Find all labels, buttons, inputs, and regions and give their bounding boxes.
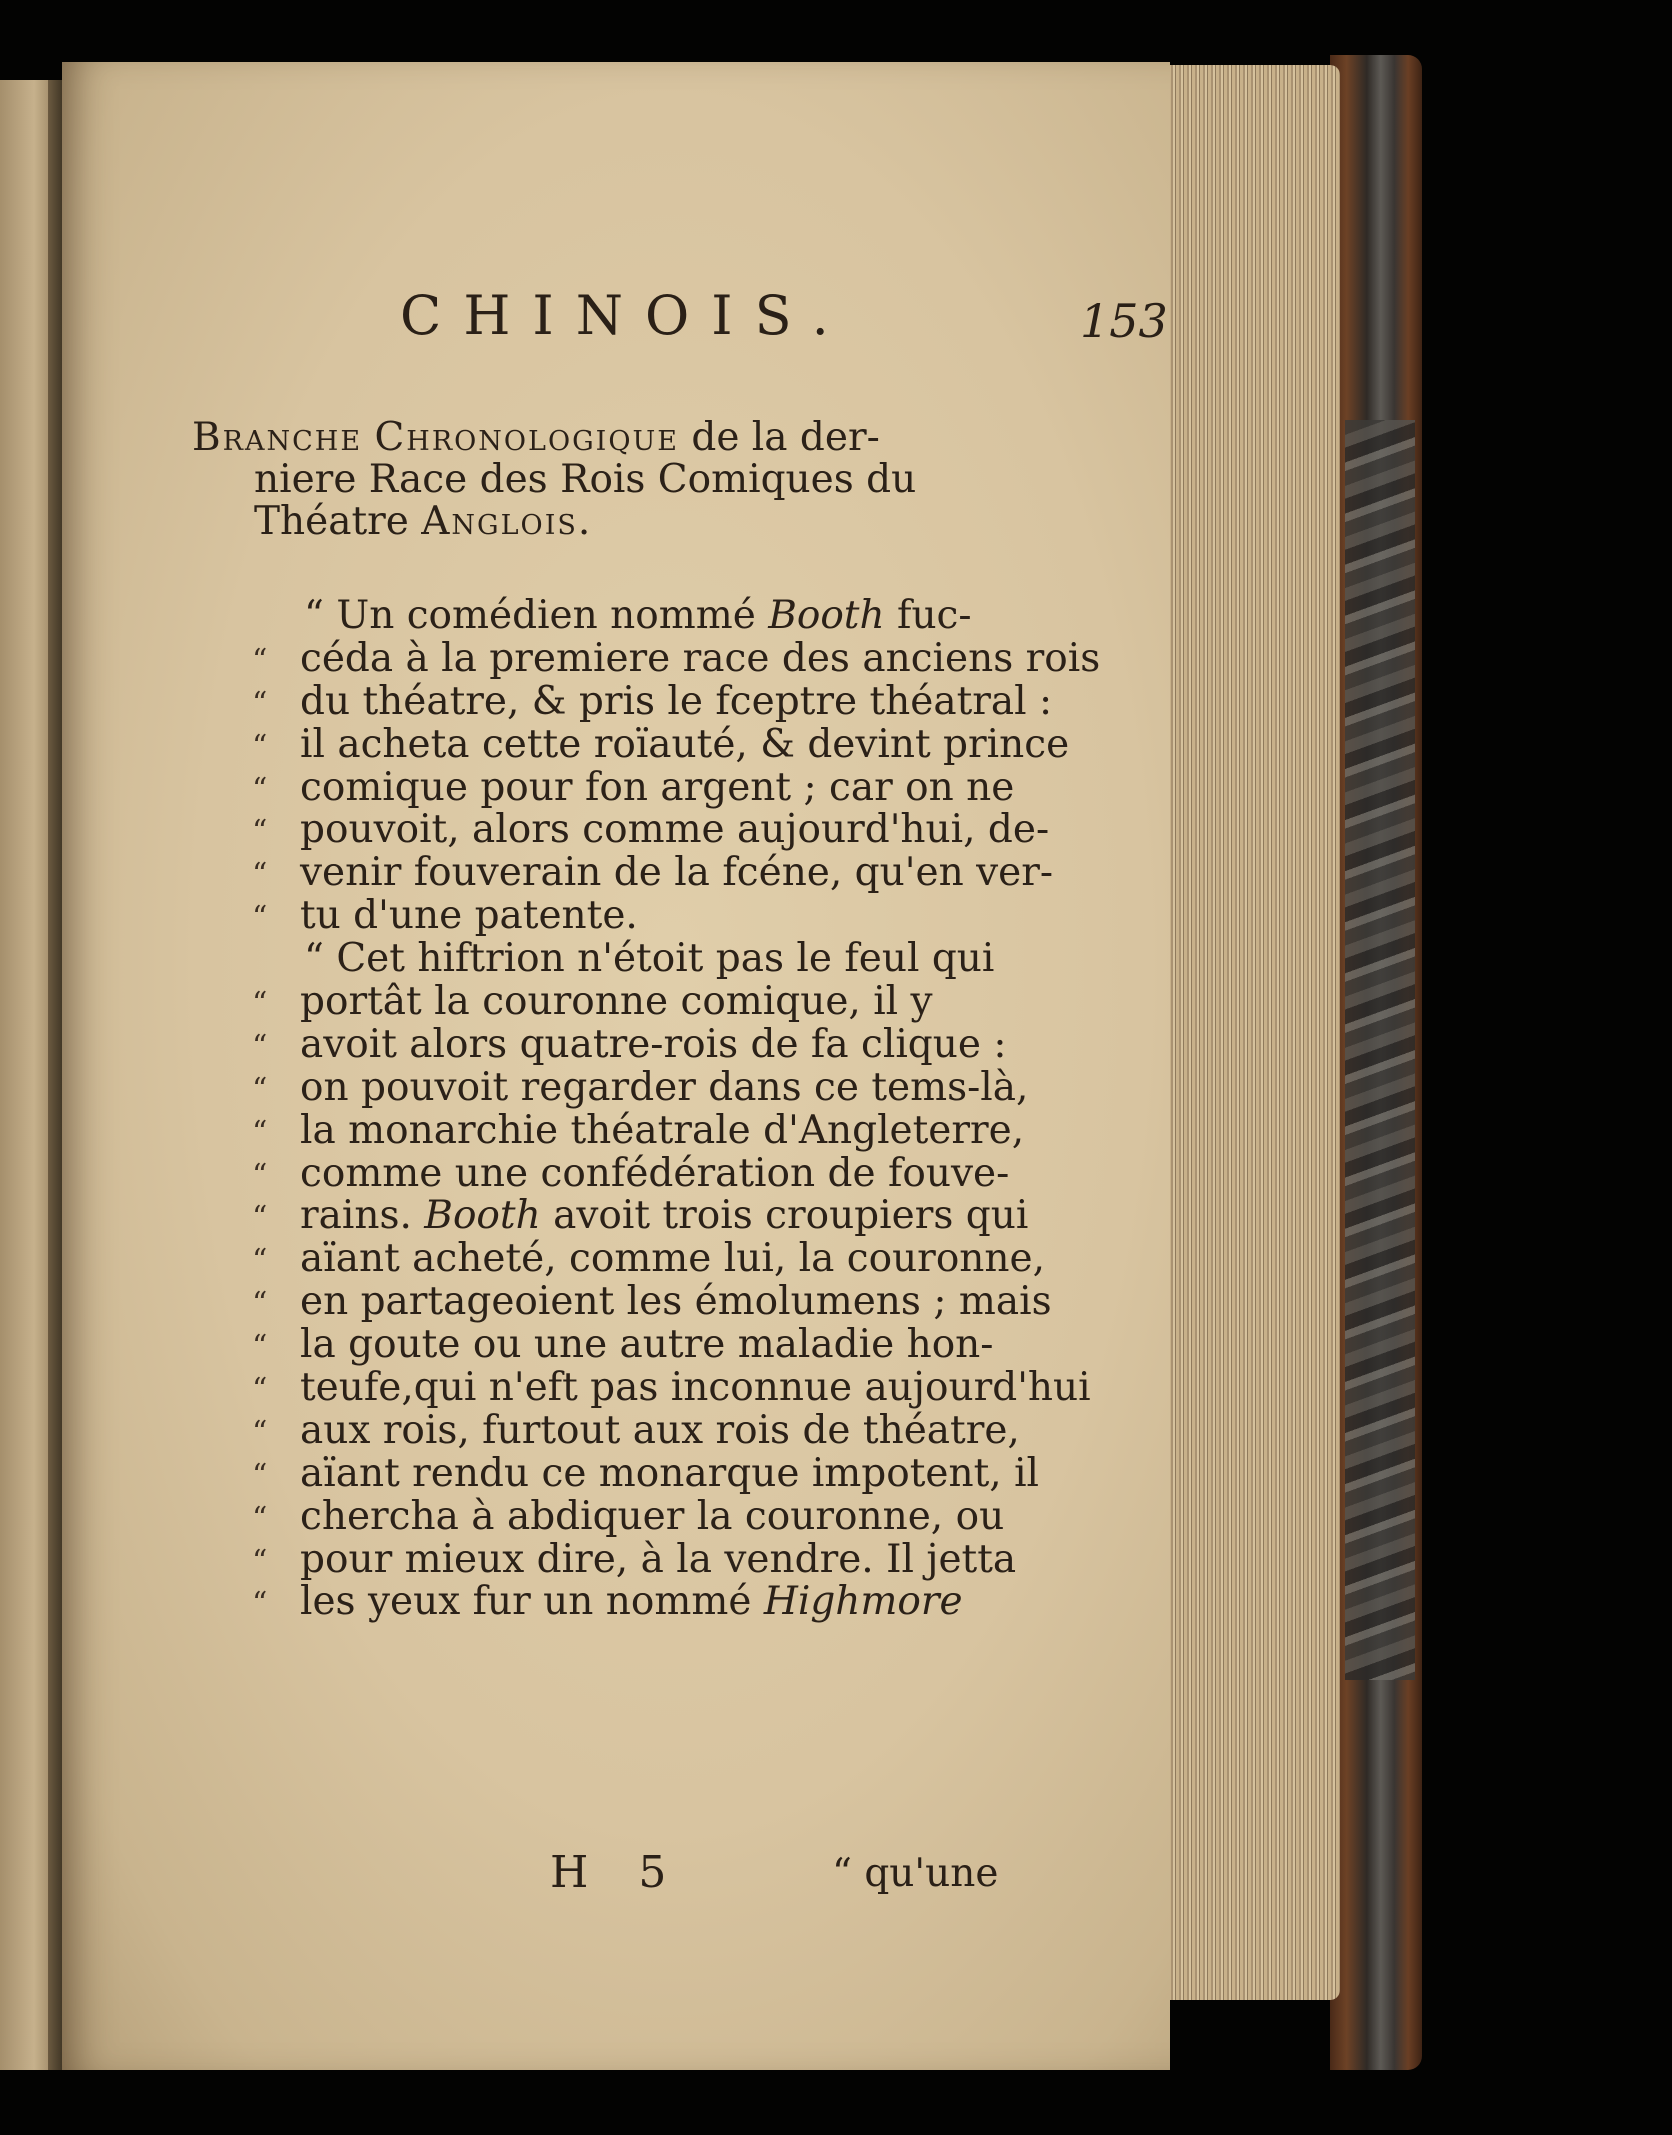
line-text: la monarchie théatrale d'Angleterre, — [300, 1107, 1025, 1153]
line-text: aïant rendu ce monarque impotent, il — [300, 1450, 1040, 1496]
line-text: la goute ou une autre maladie hon- — [300, 1322, 994, 1368]
quote-mark: “ — [252, 1500, 268, 1536]
running-header — [62, 284, 1170, 354]
heading-word: Branche — [192, 415, 363, 460]
text-line — [192, 1021, 1082, 1067]
line-text: avoit trois croupiers qui — [540, 1193, 1029, 1239]
line-text: avoit alors quatre-rois de fa clique : — [300, 1021, 1007, 1067]
text-line — [192, 1450, 1082, 1496]
line-text: venir fouverain de la fcéne, qu'en ver- — [300, 850, 1054, 896]
heading-line-3 — [192, 501, 1082, 543]
quote-mark: “ — [252, 1157, 268, 1193]
line-text: aux rois, furtout aux rois de théatre, — [300, 1407, 1020, 1453]
heading-text: Théatre — [254, 499, 409, 544]
text-line — [192, 1407, 1082, 1453]
line-text: on pouvoit regarder dans ce tems-là, — [300, 1064, 1029, 1110]
page-number: 153 — [1080, 294, 1168, 348]
quote-mark: “ — [252, 728, 268, 764]
text-line — [192, 1536, 1082, 1582]
text-line — [192, 1150, 1082, 1196]
text-line — [192, 981, 1082, 1024]
text-line — [192, 895, 1082, 938]
italic-name: Booth — [768, 593, 885, 638]
text-line — [192, 1107, 1082, 1153]
line-text: tu d'une patente. — [300, 893, 638, 939]
line-text: les yeux fur un nommé — [300, 1579, 764, 1625]
text-line — [192, 1064, 1082, 1110]
line-text: pouvoit, alors comme aujourd'hui, de- — [300, 807, 1050, 853]
quote-mark: “ — [252, 1372, 268, 1408]
quote-mark: “ — [252, 1028, 268, 1064]
line-text: il acheta cette roïauté, & devint prince — [300, 721, 1070, 767]
running-title: CHINOIS. — [400, 284, 851, 347]
text-line — [192, 1493, 1082, 1539]
text-line — [192, 1195, 1082, 1238]
text-line — [192, 1281, 1082, 1324]
quote-mark: “ — [252, 1071, 268, 1107]
text-line — [192, 938, 1082, 981]
heading-text: de la der- — [691, 415, 880, 460]
text-line — [192, 852, 1082, 895]
text-line — [192, 721, 1082, 767]
text-line — [192, 1581, 1082, 1624]
text-line — [192, 635, 1101, 681]
quote-mark: “ — [252, 642, 268, 678]
quote-mark: “ — [252, 900, 268, 936]
catchword: “ qu'une — [832, 1851, 999, 1896]
heading-word: Anglois. — [421, 499, 593, 544]
quote-mark: “ — [252, 771, 268, 807]
quote-mark: “ — [252, 814, 268, 850]
line-text: du théatre, & pris le fceptre théatral : — [300, 678, 1053, 724]
quote-mark: “ — [252, 1114, 268, 1150]
text-line — [192, 1238, 1082, 1281]
italic-name: Booth — [424, 1193, 541, 1239]
line-text: fuc- — [884, 593, 972, 638]
line-text: rains. — [300, 1193, 425, 1239]
line-text: “ Cet hiftrion n'étoit pas le feul qui — [304, 936, 995, 982]
body-text — [192, 593, 1101, 1625]
line-text: en partageoient les émolumens ; mais — [300, 1279, 1052, 1325]
heading-word: Chronologique — [374, 415, 679, 460]
text-line — [192, 1365, 1091, 1411]
line-text: chercha à abdiquer la couronne, ou — [300, 1493, 1005, 1539]
page-text — [192, 415, 1101, 1625]
quote-mark: “ — [252, 1200, 268, 1236]
quote-mark: “ — [252, 1243, 268, 1279]
line-text: pour mieux dire, à la vendre. Il jetta — [300, 1536, 1017, 1582]
quote-mark: “ — [252, 1457, 268, 1493]
page-footer — [62, 1847, 1170, 1907]
quote-mark: “ — [252, 1329, 268, 1365]
heading-line-2 — [192, 459, 1082, 501]
spacer — [192, 543, 1082, 595]
line-text: “ Un comédien nommé — [304, 593, 769, 638]
text-line — [192, 595, 1082, 638]
heading-line-1 — [192, 417, 1082, 459]
line-text: comique pour fon argent ; car on ne — [300, 764, 1015, 810]
quote-mark: “ — [252, 1414, 268, 1450]
text-line — [192, 1324, 1082, 1367]
quote-mark: “ — [252, 1586, 268, 1622]
quote-mark: “ — [252, 685, 268, 721]
book-page — [62, 62, 1170, 2070]
quote-mark: “ — [252, 1543, 268, 1579]
text-line — [192, 678, 1082, 724]
line-text: portât la couronne comique, il y — [300, 979, 933, 1025]
line-text: comme une confédération de fouve- — [300, 1150, 1010, 1196]
text-line — [192, 809, 1082, 852]
signature-mark: H 5 — [550, 1847, 685, 1898]
quote-mark: “ — [252, 1286, 268, 1322]
line-text: aïant acheté, comme lui, la couronne, — [300, 1236, 1046, 1282]
quote-mark: “ — [252, 986, 268, 1022]
quote-mark: “ — [252, 857, 268, 893]
heading-text: niere Race des Rois Comiques du — [254, 457, 917, 502]
marbled-board — [1345, 420, 1415, 1680]
italic-name: Highmore — [763, 1579, 963, 1625]
page-edges — [1160, 65, 1340, 2000]
line-text: céda à la premiere race des anciens rois — [300, 635, 1101, 681]
text-line — [192, 764, 1082, 810]
line-text: teufe,qui n'eft pas inconnue aujourd'hui — [300, 1365, 1091, 1411]
